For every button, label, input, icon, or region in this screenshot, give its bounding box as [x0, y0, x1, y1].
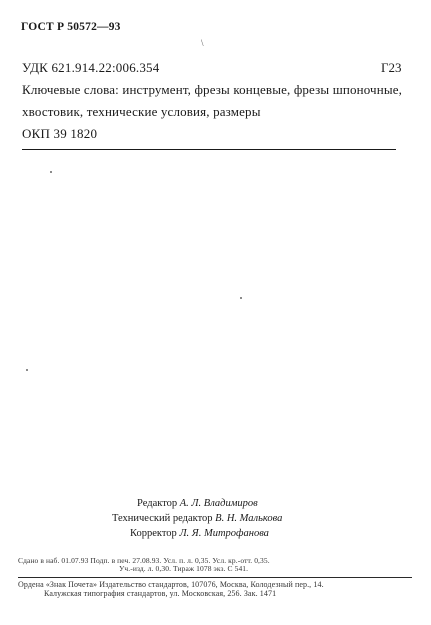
- publisher-line: Ордена «Знак Почета» Издательство стандартов, 107076, Москва, Колодезный пер., 14.: [18, 580, 324, 589]
- editor-name: А. Л. Владимиров: [179, 498, 258, 509]
- tech-editor-name: В. Н. Малькова: [215, 513, 283, 524]
- print-speck: [240, 297, 242, 299]
- printer-line: Калужская типография стандартов, ул. Московская, 256. Зак. 1471: [44, 589, 277, 598]
- print-info-line-1: Сдано в наб. 01.07.93 Подп. в печ. 27.08.93. Усл. п. л. 0,35. Усл. кр.-отт. 0,35.: [18, 556, 270, 565]
- print-speck: [50, 171, 52, 173]
- bottom-divider: [18, 577, 412, 578]
- editor-role: Редактор: [137, 498, 178, 509]
- tech-editor-role: Технический редактор: [112, 513, 213, 524]
- corrector-role: Корректор: [130, 528, 177, 539]
- keywords-line-2: хвостовик, технические условия, размеры: [22, 104, 261, 119]
- credits-block: [0, 496, 431, 541]
- credit-editor: [0, 496, 431, 511]
- document-standard-number: ГОСТ Р 50572—93: [21, 21, 121, 33]
- credit-tech-editor: [0, 511, 431, 526]
- okp-code: ОКП 39 1820: [22, 126, 98, 141]
- corrector-name: Л. Я. Митрофанова: [179, 528, 269, 539]
- credit-corrector: [0, 526, 431, 541]
- keywords-line-1: Ключевые слова: инструмент, фрезы концевые, фрезы шпоночные,: [22, 82, 403, 97]
- udk-code: УДК 621.914.22:006.354: [22, 60, 160, 75]
- top-divider: [22, 149, 396, 150]
- stray-mark: \: [201, 38, 204, 48]
- classification-code: Г23: [381, 60, 402, 75]
- print-speck: [26, 369, 28, 371]
- print-info-line-2: Уч.-изд. л. 0,30. Тираж 1078 экз. С 541.: [119, 564, 249, 573]
